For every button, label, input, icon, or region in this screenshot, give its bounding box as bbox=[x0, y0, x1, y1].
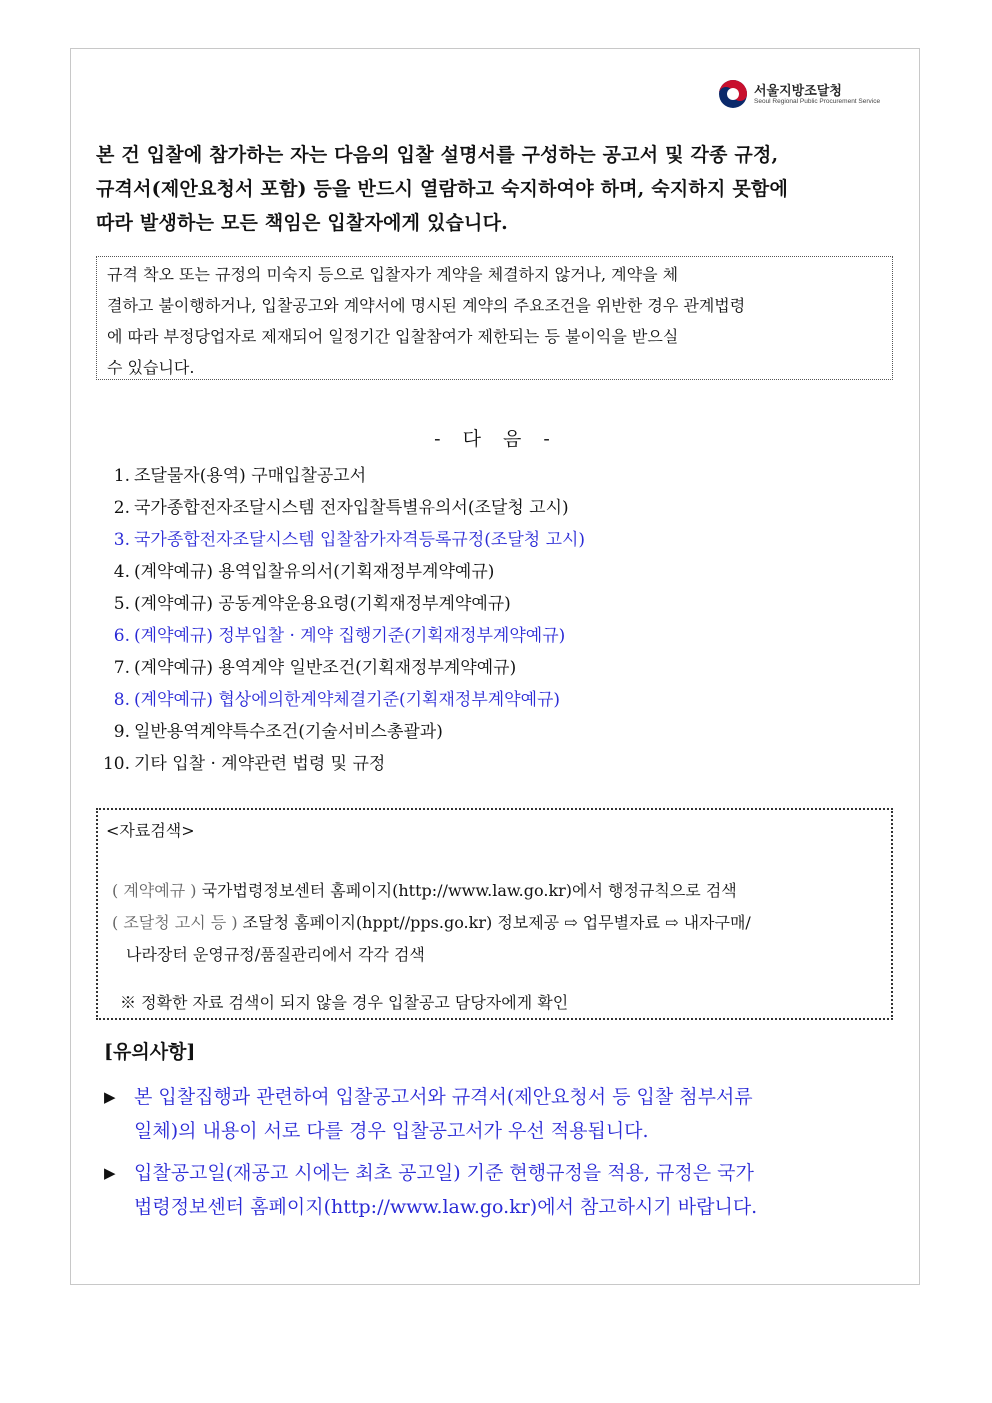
item-text: (계약예규) 용역계약 일반조건(기획재정부계약예규) bbox=[134, 658, 517, 678]
item-number: 1. bbox=[113, 466, 130, 486]
item-number: 2. bbox=[113, 498, 130, 518]
item-number: 10. bbox=[102, 754, 130, 774]
warning-line: 에 따라 부정당업자로 제재되어 일정기간 입찰참여가 제한되는 등 불이익을 받으실 bbox=[107, 327, 679, 346]
list-item bbox=[92, 588, 912, 620]
search-line-notices bbox=[112, 910, 751, 933]
item-text: 조달물자(용역) 구매입찰공고서 bbox=[134, 466, 367, 486]
item-text: (계약예규) 공동계약운용요령(기획재정부계약예규) bbox=[134, 594, 511, 614]
document-list bbox=[92, 460, 912, 780]
search-text: 조달청 홈페이지(hppt//pps.go.kr) 정보제공 ⇨ 업무별자료 ⇨ 내자구매/ bbox=[237, 913, 751, 932]
item-number: 9. bbox=[113, 722, 130, 742]
warning-box bbox=[96, 256, 893, 380]
list-item bbox=[92, 684, 912, 716]
item-text: 기타 입찰 · 계약관련 법령 및 규정 bbox=[134, 754, 386, 774]
triangle-bullet-icon: ▶ bbox=[104, 1088, 116, 1106]
item-number: 3. bbox=[113, 530, 130, 550]
intro-line: 본 건 입찰에 참가하는 자는 다음의 입찰 설명서를 구성하는 공고서 및 각종 규정, bbox=[96, 144, 779, 166]
list-item bbox=[92, 556, 912, 588]
warning-line: 결하고 불이행하거나, 입찰공고와 계약서에 명시된 계약의 주요조건을 위반한 경우 관계법령 bbox=[107, 296, 746, 315]
agency-english-name: Seoul Regional Public Procurement Service bbox=[754, 98, 881, 105]
caution-note-line: 입찰공고일(재공고 시에는 최초 공고일) 기준 현행규정을 적용, 규정은 국가 bbox=[134, 1162, 754, 1184]
item-text: (계약예규) 정부입찰 · 계약 집행기준(기획재정부계약예규) bbox=[134, 626, 566, 646]
agency-name: 서울지방조달청 bbox=[754, 84, 842, 99]
caution-note-text bbox=[134, 1080, 898, 1148]
list-item bbox=[92, 524, 912, 556]
search-label: ( 조달청 고시 등 ) bbox=[112, 913, 238, 932]
list-item bbox=[92, 492, 912, 524]
warning-line: 규격 착오 또는 규정의 미숙지 등으로 입찰자가 계약을 체결하지 않거나, 계약을 체 bbox=[107, 265, 679, 284]
search-box-title: <자료검색> bbox=[106, 821, 195, 840]
intro-paragraph bbox=[96, 138, 896, 240]
list-item bbox=[92, 652, 912, 684]
intro-line: 규격서(제안요청서 포함) 등을 반드시 열람하고 숙지하여야 하며, 숙지하지 못함에 bbox=[96, 178, 788, 200]
reference-search-box bbox=[96, 808, 893, 1020]
item-text: 일반용역계약특수조건(기술서비스총괄과) bbox=[134, 722, 443, 742]
search-note: ※ 정확한 자료 검색이 되지 않을 경우 입찰공고 담당자에게 확인 bbox=[120, 993, 569, 1012]
caution-note-line: 일체)의 내용이 서로 다를 경우 입찰공고서가 우선 적용됩니다. bbox=[134, 1120, 649, 1142]
item-number: 6. bbox=[113, 626, 130, 646]
item-text: (계약예규) 협상에의한계약체결기준(기획재정부계약예규) bbox=[134, 690, 561, 710]
triangle-bullet-icon: ▶ bbox=[104, 1164, 116, 1182]
search-line-continued: 나라장터 운영규정/품질관리에서 각각 검색 bbox=[126, 945, 425, 964]
taegeuk-logo-icon bbox=[717, 78, 749, 110]
agency-logo bbox=[717, 78, 907, 112]
warning-line: 수 있습니다. bbox=[107, 358, 195, 377]
item-text: 국가종합전자조달시스템 입찰참가자격등록규정(조달청 고시) bbox=[134, 530, 586, 550]
item-number: 5. bbox=[113, 594, 130, 614]
item-number: 4. bbox=[113, 562, 130, 582]
search-text: 국가법령정보센터 홈페이지(http://www.law.go.kr)에서 행정규칙으로 검색 bbox=[196, 881, 737, 900]
item-number: 7. bbox=[113, 658, 130, 678]
caution-heading: [유의사항] bbox=[104, 1041, 196, 1063]
caution-note-line: 법령정보센터 홈페이지(http://www.law.go.kr)에서 참고하시기 바랍니다. bbox=[134, 1196, 758, 1218]
list-item bbox=[92, 748, 912, 780]
search-label: ( 계약예규 ) bbox=[112, 881, 197, 900]
item-text: 국가종합전자조달시스템 전자입찰특별유의서(조달청 고시) bbox=[134, 498, 569, 518]
caution-note-text bbox=[134, 1156, 898, 1224]
list-item bbox=[92, 716, 912, 748]
list-item bbox=[92, 620, 912, 652]
list-item bbox=[92, 460, 912, 492]
search-line-regulations bbox=[112, 878, 737, 901]
intro-line: 따라 발생하는 모든 책임은 입찰자에게 있습니다. bbox=[96, 212, 508, 234]
item-text: (계약예규) 용역입찰유의서(기획재정부계약예규) bbox=[134, 562, 495, 582]
caution-note-line: 본 입찰집행과 관련하여 입찰공고서와 규격서(제안요청서 등 입찰 첨부서류 bbox=[134, 1086, 753, 1108]
section-heading: - 다 음 - bbox=[434, 428, 558, 450]
item-number: 8. bbox=[113, 690, 130, 710]
